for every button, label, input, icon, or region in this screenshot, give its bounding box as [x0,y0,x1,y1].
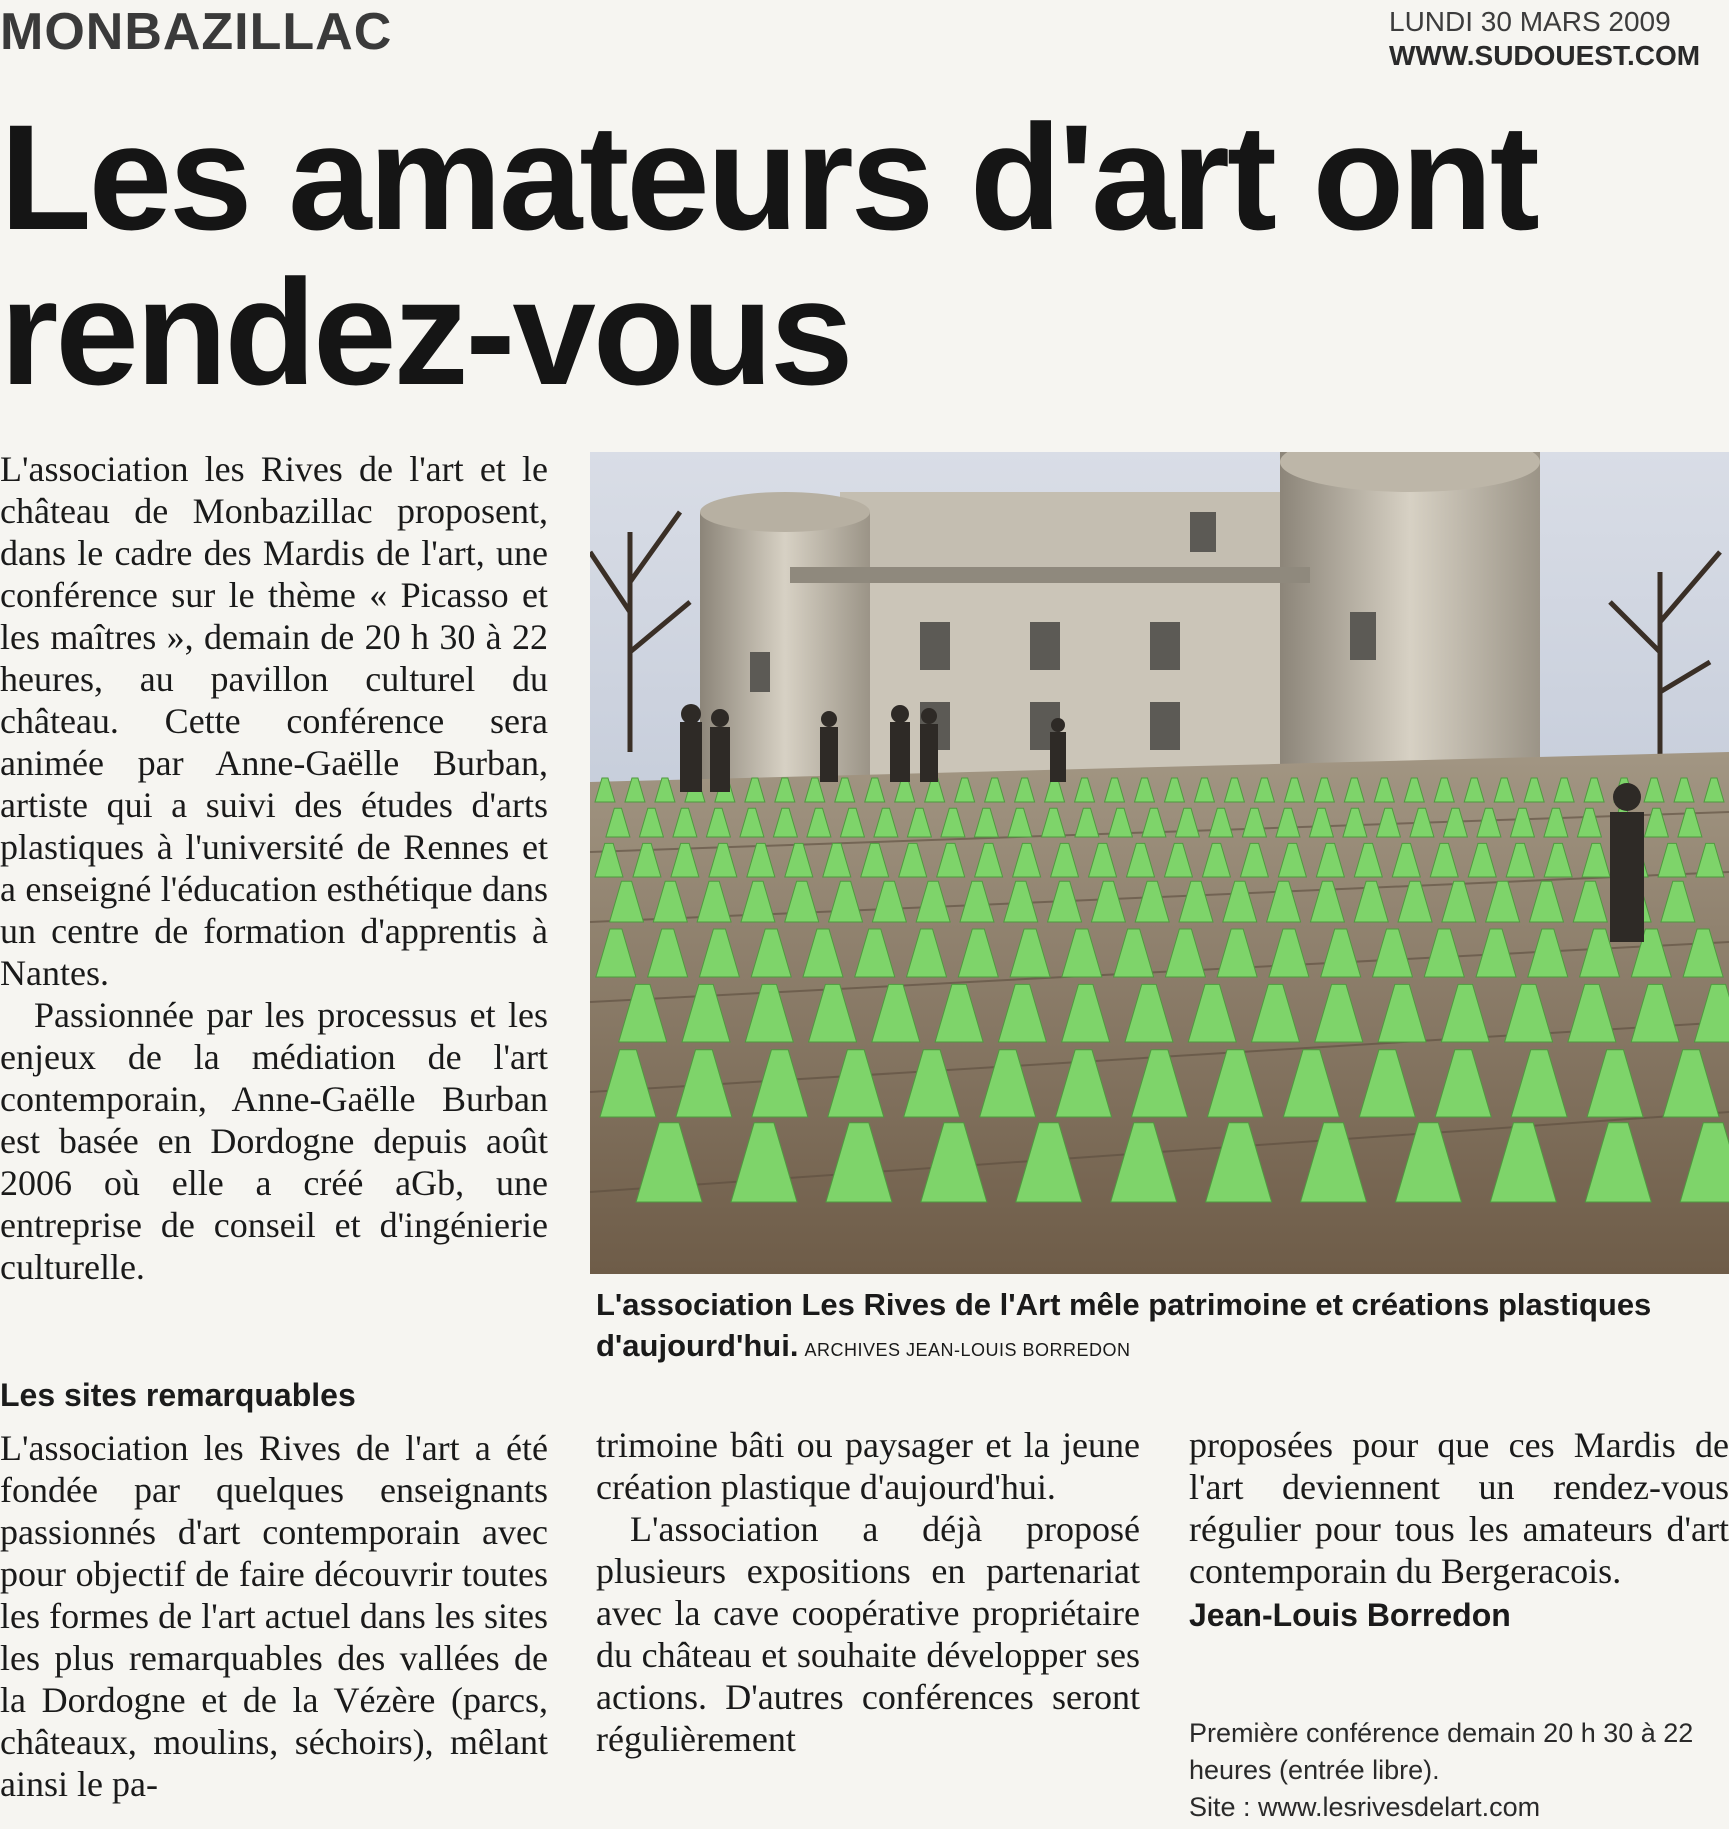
headline: Les amateurs d'art ont rendez-vous [0,93,1537,416]
left-column-lower [0,1427,548,1805]
left-column [0,448,548,1288]
event-info [1189,1715,1709,1826]
issue-date: LUNDI 30 MARS 2009 [1389,6,1671,37]
photo-caption [596,1284,1706,1371]
castle-photo [590,452,1729,1274]
caption-text: L'association Les Rives de l'Art mêle patrimoine et créations plastiques d'aujourd'hui. [596,1287,1652,1363]
site-url[interactable]: WWW.SUDOUEST.COM [1389,40,1701,71]
author-byline: Jean-Louis Borredon [1189,1597,1511,1633]
paragraph-3: L'association les Rives de l'art a été fondée par quelques enseignants passionnés d'art contemporain avec pour objectif de faire découvrir toutes les formes de l'art actuel dans les sites les plus remarquables des vallées de la Dordogne et de la Vézère (parcs, châteaux, moulins, séchoirs), mêlant ainsi le pa- [0,1428,548,1804]
subheading: Les sites remarquables [0,1377,356,1413]
photo-credit: ARCHIVES JEAN-LOUIS BORREDON [804,1340,1131,1360]
paragraph-1: L'association les Rives de l'art et le château de Monbazillac proposent, dans le cadre des Mardis de l'art, une conférence sur le thème « Picasso et les maîtres », demain de 20 h 30 à 22 heures, au pavillon culturel du château. Cette conférence sera animée par Anne-Gaëlle Burban, artiste qui a suivi des études d'arts plastiques à l'université de Rennes et a enseigné l'éducation esthétique dans un centre de formation d'apprentis à Nantes. [0,449,548,993]
event-website[interactable]: Site : www.lesrivesdelart.com [1189,1792,1541,1822]
paragraph-6: proposées pour que ces Mardis de l'art deviennent un rendez-vous régulier pour tous les amateurs d'art contemporain du Bergeracois. [1189,1425,1729,1591]
paragraph-2: Passionnée par les processus et les enjeux de la médiation de l'art contemporain, Anne-Gaëlle Burban est basée en Dordogne depuis août 2006 où elle a créé aGb, une entreprise de conseil et d'ingénierie culturelle. [0,995,548,1287]
paragraph-5: L'association a déjà proposé plusieurs expositions en partenariat avec la cave coopérative propriétaire du château et souhaite développer ses actions. D'autres conférences seront régulièrement [596,1509,1140,1759]
event-info-text: Première conférence demain 20 h 30 à 22 heures (entrée libre). [1189,1718,1694,1785]
paragraph-4: trimoine bâti ou paysager et la jeune création plastique d'aujourd'hui. [596,1425,1140,1507]
right-column [1189,1424,1729,1636]
middle-column [596,1424,1140,1760]
section-label: MONBAZILLAC [0,3,393,61]
castle-photo-image [590,452,1729,1274]
